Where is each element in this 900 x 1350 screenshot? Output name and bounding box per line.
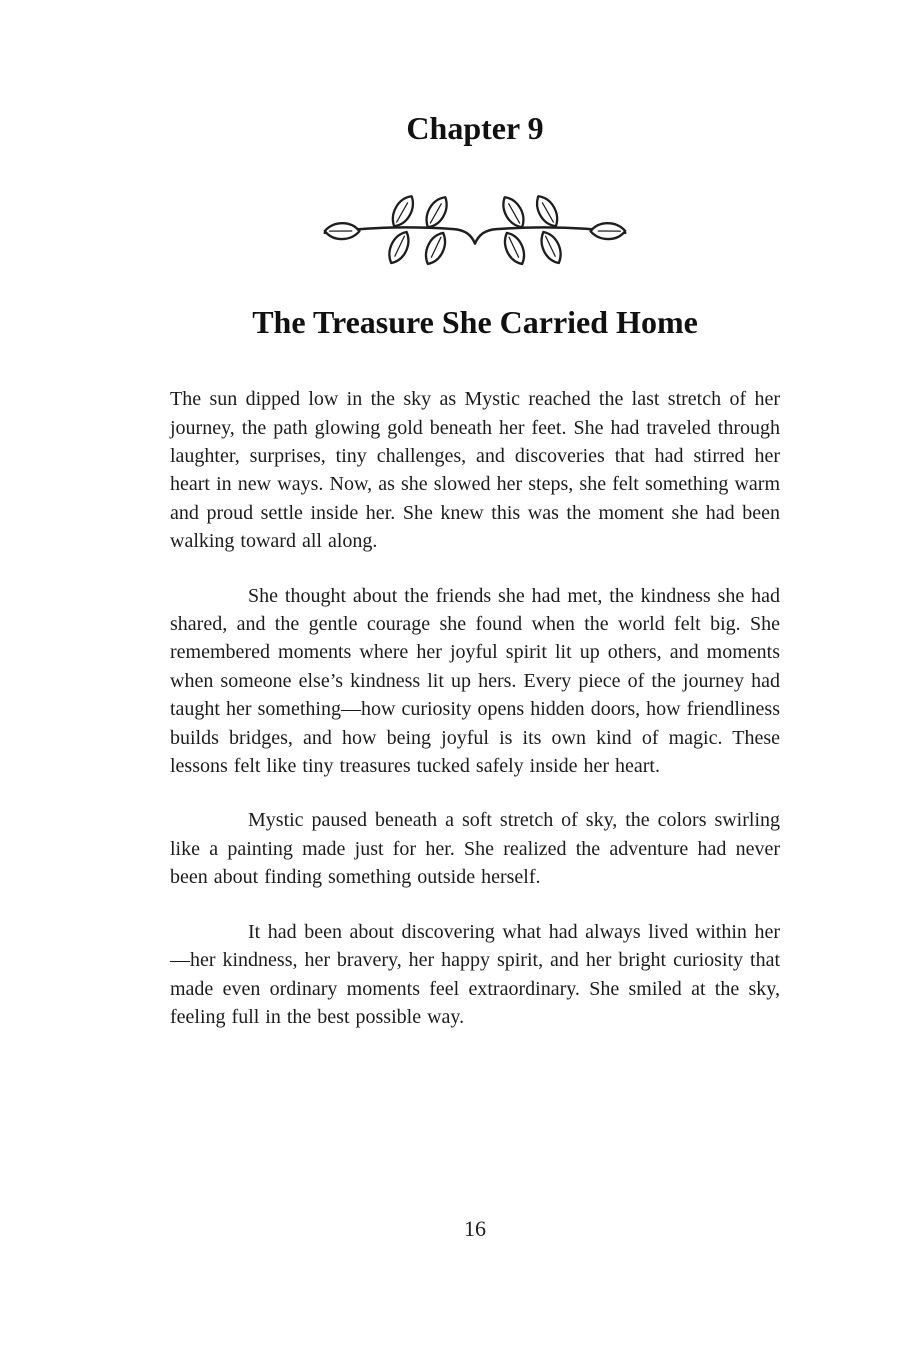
ornament-container	[170, 179, 780, 283]
body-paragraph: She thought about the friends she had met, the kindness she had shared, and the gentle courage she found when the world felt big. She remembered moments where her joyful spirit lit up others, and moments when someone else’s kindness lit up hers. Every piece of the journey had taught her something—how curiosity opens hidden doors, how friendliness builds bridges, and how being joyful is its own kind of magic. These lessons felt like tiny treasures tucked safely inside her heart.	[170, 584, 780, 778]
body-paragraph: Mystic paused beneath a soft stretch of sky, the colors swirling like a painting made just for her. She realized the adventure had never been about finding something outside herself.	[170, 809, 780, 889]
leaf-branch-divider-icon	[310, 179, 640, 283]
body-paragraph: The sun dipped low in the sky as Mystic reached the last stretch of her journey, the path glowing gold beneath her feet. She had traveled through laughter, surprises, tiny challenges, and discoveries that had stirred her heart in new ways. Now, as she slowed her steps, she felt something warm and proud settle inside her. She knew this was the moment she had been walking toward all along.	[170, 388, 780, 553]
chapter-heading: Chapter 9	[406, 110, 544, 146]
body-paragraph: It had been about discovering what had always lived within her—her kindness, her bravery, her happy spirit, and her bright curiosity that made even ordinary moments feel extraordinary. She smiled at the sky, feeling full in the best possible way.	[170, 920, 780, 1028]
page-number: 16	[464, 1216, 486, 1241]
text-column	[170, 0, 780, 1057]
body-text	[170, 385, 780, 1031]
page-title: The Treasure She Carried Home	[252, 303, 698, 340]
